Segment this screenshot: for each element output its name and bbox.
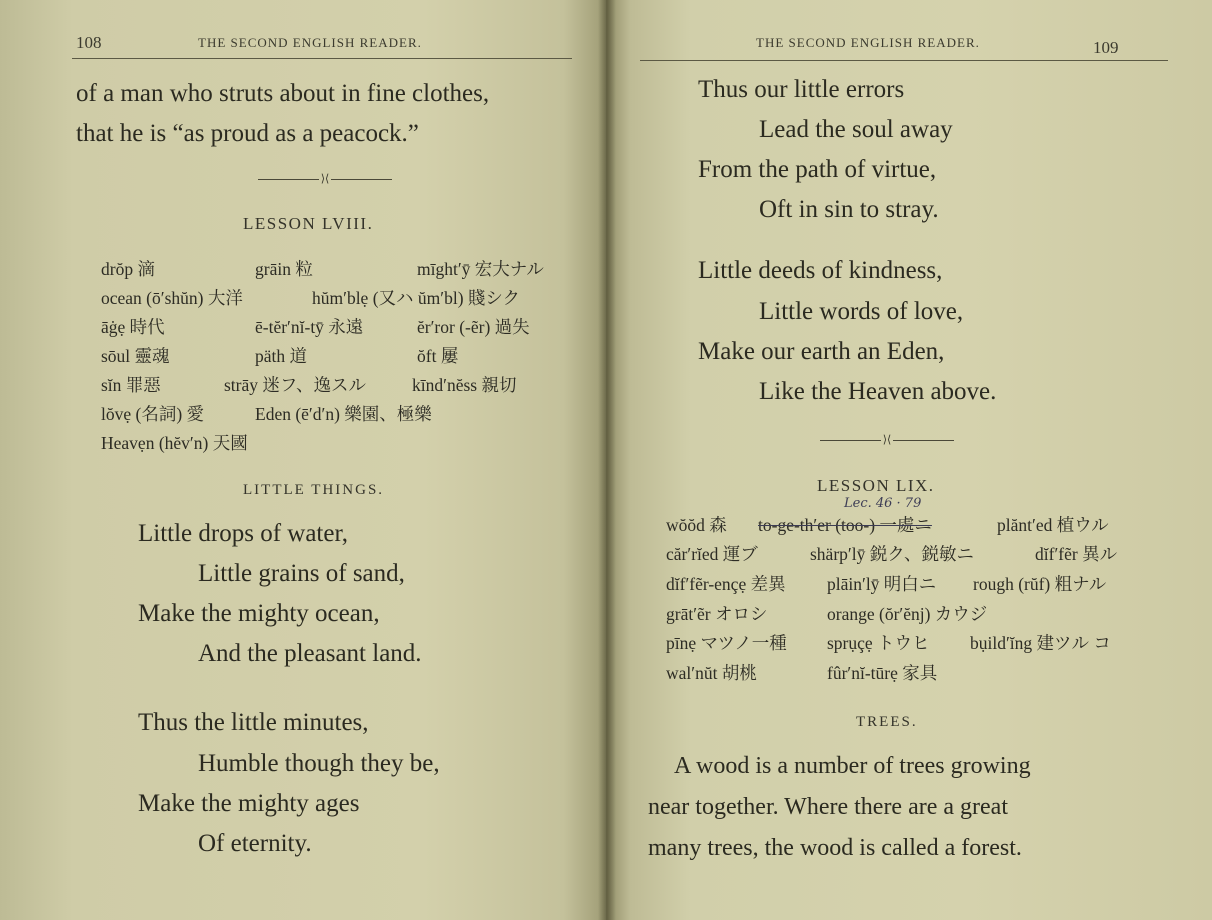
vocab-entry: wal′nŭt 胡桃 <box>666 663 757 683</box>
vocab-entry: Heavẹn (hĕv′n) 天國 <box>101 433 248 453</box>
prose-line: many trees, the wood is called a forest. <box>648 835 1022 861</box>
vocab-entry: ĕr′ror (-ẽr) 過失 <box>417 317 530 337</box>
poem-line: Little grains of sand, <box>198 560 405 587</box>
vocab-entry: ocean (ō′shŭn) 大洋 <box>101 288 243 308</box>
vocab-entry: sōul 靈魂 <box>101 346 170 366</box>
vocab-entry: hŭm′blẹ (又ハ ŭm′bl) 賤シク <box>312 288 521 308</box>
vocab-entry: strāy 迷フ、逸スル <box>224 375 366 395</box>
prose-line: near together. Where there are a great <box>648 794 1008 820</box>
poem-line: Like the Heaven above. <box>759 378 997 405</box>
header-rule <box>72 58 572 59</box>
intro-line: of a man who struts about in fine clothes, <box>76 80 490 107</box>
vocab-entry: dĭf′fẽr 異ル <box>1035 544 1118 564</box>
poem-line: Thus the little minutes, <box>138 709 369 736</box>
vocab-entry: sĭn 罪惡 <box>101 375 161 395</box>
poem-line: Little words of love, <box>759 298 964 325</box>
vocab-entry: grāt′ẽr オロシ <box>666 604 768 624</box>
poem-line: Humble though they be, <box>198 750 440 777</box>
vocab-entry: wŏŏd 森 <box>666 515 727 535</box>
vocab-entry: pīnẹ マツノ一種 <box>666 633 787 653</box>
vocab-entry: sprụçẹ トウヒ <box>827 633 930 653</box>
vocab-entry: ē-tĕr′nĭ-tȳ 永遠 <box>255 317 364 337</box>
vocab-entry-struck: to-ge-th′er (too-) 一處ニ <box>758 515 932 535</box>
poem-line: Make the mighty ocean, <box>138 600 380 627</box>
poem-line: Of eternity. <box>198 830 312 857</box>
poem-line: Thus our little errors <box>698 76 905 103</box>
poem-line: Little drops of water, <box>138 520 349 547</box>
ornament-divider: ⟩⟨ <box>820 434 954 446</box>
running-head: THE SECOND ENGLISH READER. <box>198 35 422 50</box>
vocab-entry: plāin′lȳ 明白ニ <box>827 574 937 594</box>
vocab-entry: āġẹ 時代 <box>101 317 165 337</box>
vocab-entry: căr′rĭed 運ブ <box>666 544 758 564</box>
vocab-entry: grāin 粒 <box>255 259 313 279</box>
intro-line: that he is “as proud as a peacock.” <box>76 120 419 147</box>
vocab-entry: dĭf′fẽr-ençẹ 差異 <box>666 574 786 594</box>
poem-line: Make our earth an Eden, <box>698 338 945 365</box>
header-rule <box>640 60 1168 61</box>
prose-line: A wood is a number of trees growing <box>674 753 1031 779</box>
handwritten-note: Lec. 46 · 79 <box>844 496 922 511</box>
vocab-entry: kīnd′nĕss 親切 <box>412 375 517 395</box>
book-gutter <box>598 0 616 920</box>
right-page <box>606 0 1212 920</box>
section-title: TREES. <box>856 714 918 730</box>
vocab-entry: Eden (ē′d′n) 樂園、極樂 <box>255 404 432 424</box>
vocab-entry: päth 道 <box>255 346 308 366</box>
vocab-entry: shärp′lȳ 鋭ク、鋭敏ニ <box>810 544 975 564</box>
vocab-entry: lŏvẹ (名詞) 愛 <box>101 404 205 424</box>
page-number: 109 <box>1093 38 1119 57</box>
poem-line: Oft in sin to stray. <box>759 196 939 223</box>
running-head: THE SECOND ENGLISH READER. <box>756 35 980 50</box>
vocab-entry: bụild′ĭng 建ツル コ <box>970 633 1111 653</box>
vocab-entry: mīght′ȳ 宏大ナル <box>417 259 544 279</box>
poem-line: Lead the soul away <box>759 116 953 143</box>
vocab-entry: rough (rŭf) 粗ナル <box>973 574 1107 594</box>
poem-line: From the path of virtue, <box>698 156 937 183</box>
poem-title: LITTLE THINGS. <box>243 482 385 498</box>
vocab-entry: ŏft 屢 <box>417 346 459 366</box>
poem-line: Make the mighty ages <box>138 790 360 817</box>
vocab-entry: plănt′ed 植ウル <box>997 515 1109 535</box>
vocab-entry: drŏp 滴 <box>101 259 155 279</box>
vocab-entry: fûr′nĭ-tūrẹ 家具 <box>827 663 938 683</box>
poem-line: Little deeds of kindness, <box>698 257 943 284</box>
poem-line: And the pleasant land. <box>198 640 422 667</box>
vocab-entry: orange (ŏr′ĕnj) カウジ <box>827 604 988 624</box>
lesson-title: LESSON LIX. <box>817 476 935 495</box>
lesson-title: LESSON LVIII. <box>243 214 374 233</box>
ornament-divider: ⟩⟨ <box>258 173 392 185</box>
page-number: 108 <box>76 33 102 52</box>
